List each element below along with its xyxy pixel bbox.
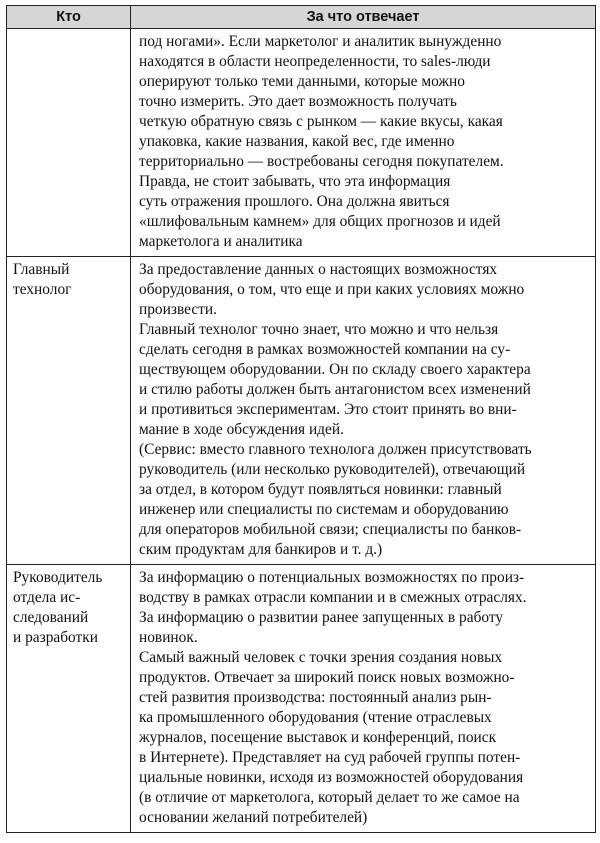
what-line: журналов, посещение выставок и конференций, поиск <box>139 729 497 746</box>
what-line: продуктов. Отвечает за широкий поиск новых возможно- <box>139 669 515 686</box>
table-row <box>7 565 596 833</box>
table-row <box>7 29 596 257</box>
cell-what <box>131 257 596 565</box>
what-line: ским продуктам для банкиров и т. д.) <box>139 541 383 558</box>
what-line: водству в рамках отрасли компании и в смежных отраслях. <box>139 589 527 606</box>
what-line: циальные новинки, исходя из возможностей оборудования <box>139 769 524 786</box>
what-line: мание в ходе обсуждения идей. <box>139 421 344 438</box>
what-line: руководитель (или несколько руководителей), отвечающий <box>139 461 526 478</box>
responsibility-table <box>6 5 596 833</box>
what-line: Главный технолог точно знает, что можно и что нельзя <box>139 321 499 338</box>
what-line: в Интернете). Представляет на суд рабочей группы потен- <box>139 749 521 766</box>
what-line: за отдел, в котором будут появляться новинки: главный <box>139 481 502 498</box>
document-page <box>6 5 595 833</box>
what-line: ществующем оборудовании. Он по складу своего характера <box>139 361 531 378</box>
what-line: произвести. <box>139 301 217 318</box>
what-line: (в отличие от маркетолога, который делает то же самое на <box>139 789 520 806</box>
what-line: четкую обратную связь с рынком — какие вкусы, какая <box>139 113 503 130</box>
who-line: и разработки <box>13 629 98 646</box>
table-body <box>7 29 596 833</box>
what-line: Самый важный человек с точки зрения создания новых <box>139 649 503 666</box>
what-line: сделать сегодня в рамках возможностей компании на су- <box>139 341 511 358</box>
what-line: новинок. <box>139 629 198 646</box>
who-line: следований <box>13 609 89 626</box>
what-line: маркетолога и аналитика <box>139 233 303 250</box>
what-line: суть отражения прошлого. Она должна явиться <box>139 193 450 210</box>
cell-who <box>7 565 131 833</box>
what-line: оборудования, о том, что еще и при каких условиях можно <box>139 281 525 298</box>
what-line: упаковка, какие названия, какой вес, где именно <box>139 133 455 150</box>
cell-what <box>131 29 596 257</box>
what-line: основании желаний потребителей) <box>139 809 368 826</box>
what-line: За информацию о потенциальных возможностях по произ- <box>139 569 525 586</box>
what-line: и противиться экспериментам. Это стоит принять во вни- <box>139 401 517 418</box>
table-row <box>7 257 596 565</box>
what-line: За информацию о развитии ранее запущенных в работу <box>139 609 504 626</box>
table-header-row <box>7 6 596 29</box>
what-line: для операторов мобильной связи; специалисты по банков- <box>139 521 522 538</box>
what-line: «шлифовальным камнем» для общих прогнозов и идей <box>139 213 501 230</box>
what-line: ка промышленного оборудования (чтение отраслевых <box>139 709 492 726</box>
what-line: точно измерить. Это дает возможность получать <box>139 93 457 110</box>
what-line: Правда, не стоит забывать, что эта информация <box>139 173 451 190</box>
cell-who <box>7 257 131 565</box>
what-line: инженер или специалисты по системам и оборудованию <box>139 501 509 518</box>
cell-who <box>7 29 131 257</box>
what-line: находятся в области неопределенности, то sales-люди <box>139 53 491 70</box>
what-line: (Сервис: вместо главного технолога должен присутствовать <box>139 441 532 458</box>
who-line: Руководитель <box>13 569 103 586</box>
who-line: Главный <box>13 261 70 278</box>
cell-what <box>131 565 596 833</box>
what-line: и стилю работы должен быть антагонистом всех изменений <box>139 381 531 398</box>
header-who: Кто <box>7 6 131 29</box>
who-line: отдела ис- <box>13 589 81 606</box>
who-line: технолог <box>13 281 72 298</box>
what-line: оперируют только теми данными, которые можно <box>139 73 465 90</box>
what-line: стей развития производства: постоянный анализ рын- <box>139 689 492 706</box>
what-line: За предоставление данных о настоящих возможностях <box>139 261 498 278</box>
what-line: территориально — востребованы сегодня покупателем. <box>139 153 504 170</box>
header-what: За что отвечает <box>131 6 596 29</box>
what-line: под ногами». Если маркетолог и аналитик вынужденно <box>139 33 502 50</box>
